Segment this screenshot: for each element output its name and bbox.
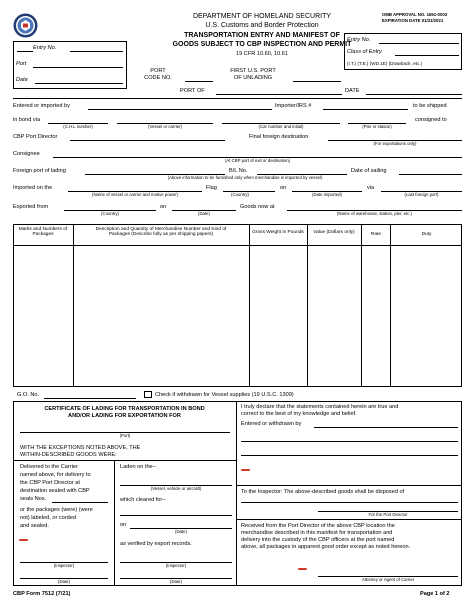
received-line3: delivery into the custody of the CBP officers at the port named [241,537,395,543]
exported-date-caption: (Date) [198,211,210,216]
agency-name: U.S. Customs and Border Protection [205,22,319,29]
checkbox-icon[interactable] [144,391,152,398]
col-value-header: Value (Dollars only) [313,230,355,235]
exceptions-line2: WITHIN-DESCRIBED GOODS WERE: [20,452,117,458]
importer-irs-label: Importer/IRS # [275,103,312,109]
exported-country-caption: (Country) [101,211,119,216]
declaration-signature-field[interactable] [241,441,458,442]
received-line4: above, all packages in apparent good order except as noted hereon. [241,544,411,550]
warehouse-caption: (Name of warehouse, station, pier, etc.) [337,211,412,216]
check-withdrawn-label: Check if withdrawn for Vessel supplies (19 U.S.C. 1309) [155,392,294,398]
dept-name: DEPARTMENT OF HOMELAND SECURITY [192,13,332,20]
cbp-port-director-label: CBP Port Director [13,134,58,140]
car-number-caption: (Car number and initial) [258,124,304,129]
expiration-date: EXPIRATION DATE 01/31/2021 [382,18,444,23]
cert-date-caption: (Date) [175,529,187,534]
entry-types: (I.T.) (T.E.) (WD.1E) (Drawback, etc.) [347,61,423,66]
country-caption: (Country) [231,192,249,197]
left-inspector-caption: (Inspector) [53,563,75,568]
received-line2: merchandise described in this manifest for transportation and [241,530,393,536]
via-label: via [367,185,375,191]
table-header-divider [13,245,462,246]
final-foreign-dest-label: Final foreign destination [249,134,309,140]
certificate-title-line1: CERTIFICATE OF LADING FOR TRANSPORTATION IN BOND [44,406,205,412]
port-code-field[interactable] [185,81,213,82]
port-of-label: PORT OF [180,88,205,94]
cert-on-label: on [120,522,127,528]
verified-label: as verified by export records. [120,541,192,547]
last-foreign-port-caption: (Last foreign port) [404,192,439,197]
omb-approval: OMB APPROVAL NO. 1651-0003 [382,12,448,17]
right-entry-no-field[interactable] [379,43,459,44]
entered-withdrawn-label: Entered or withdrawn by [241,421,302,427]
certificate-title-line2: AND/OR LADING FOR EXPORTATION FOR [68,413,181,419]
page-number: Page 1 of 2 [420,591,450,597]
cbp-port-exit-caption: (At CBP port of exit or destination) [224,158,291,163]
entry-no-label: Entry No. [33,45,57,51]
received-line1: Received from the Port Director of the above CBP location the [241,523,395,529]
entered-by-label: Entered or imported by [13,103,70,109]
go-no-field[interactable] [44,398,136,399]
consignee-label: Consignee [13,151,40,157]
bl-no-label: B/L No. [229,168,248,174]
for-exports-caption: (For exportations only) [373,141,417,146]
class-of-entry-label: Class of Entry [347,49,382,55]
class-of-entry-field[interactable] [395,55,459,56]
packages-line1: or the packages (were) (were [20,507,93,513]
dhs-seal-icon [13,13,38,38]
imported-on-label: Imported on the [13,185,53,191]
vessel-name-caption: (Name of vessel or carrier and motive power) [92,192,178,197]
to-inspector-label: To the Inspector: The above-described goods shall be disposed of [241,489,405,495]
port-label: Port [16,61,27,67]
cfr-reference: 19 CFR 10.60, 10.61 [236,51,288,57]
cbp-port-director-field[interactable] [70,140,225,141]
cleared-for-field[interactable] [120,515,232,516]
disposition-field[interactable] [241,502,458,503]
to-be-shipped-label: to be shipped [413,103,447,109]
exported-from-label: Exported from [13,204,49,210]
date-label: Date [16,77,28,83]
packages-line3: and sealed. [20,523,49,529]
first-port-label2: OF UNLADING [233,75,273,81]
packages-line2: not) labeled, or corded [20,515,76,521]
entered-withdrawn-field[interactable] [314,427,458,428]
consigned-to-label: consigned to [415,117,447,123]
goods-now-at-label: Goods now at [240,204,275,210]
col-weight-header: Gross Weight in Pounds [252,230,304,235]
delivered-line2: named above, for delivery to [20,472,91,478]
divider [13,98,462,99]
exported-on-label: on [160,204,167,210]
right-entry-no-label: Entry No. [347,37,371,43]
declaration-extra-field[interactable] [241,455,458,456]
vessel-carrier-caption: (Vessel or carrier) [148,124,182,129]
in-bond-via-label: in bond via [13,117,41,123]
laden-on-label: Laden on the-- [120,464,157,470]
col-rate-header: Rate [370,232,382,237]
exceptions-line1: WITH THE EXCEPTIONS NOTED ABOVE, THE [20,445,141,451]
imported-on-date-label: on [280,185,287,191]
merchandise-table [13,224,462,387]
date-of-sailing-label: Date of sailing [351,168,387,174]
port-of-field[interactable] [216,94,342,95]
date-field[interactable] [35,83,123,84]
first-port-label1: FIRST U.S. PORT [230,68,276,74]
col-duty-header: Duty [421,232,432,237]
col-description-header: Description and Quantity of Merchandise Number and Kind of Packages (Describe fully as per shipping papers) [95,227,227,238]
delivered-line4: destination sealed with CBP [20,488,90,494]
delivered-line5: seals Nos. [20,496,47,502]
left-entry-box [13,41,127,89]
delivered-line1: Delivered to the Carrier [20,464,78,470]
form-title-line1: TRANSPORTATION ENTRY AND MANIFEST OF [184,32,340,39]
pier-station-caption: (Pier or station) [362,124,392,129]
first-port-field[interactable] [293,81,341,82]
vessel-vehicle-caption: (Vessel, vehicle or aircraft) [150,486,202,491]
declaration-line1: I truly declare that the statements contained herein are true and [241,404,399,410]
importer-irs-field[interactable] [323,109,408,110]
header-date-label: DATE [345,88,360,94]
entry-no-field[interactable] [70,51,123,52]
above-info-caption: (Above information to be furnished only when merchandise is imported by vessel) [167,175,323,180]
port-code-label1: PORT [150,68,166,74]
chl-caption: (C.H.L number) [63,124,93,129]
flag-label: Flag [206,185,217,191]
date-of-sailing-field[interactable] [399,174,462,175]
right-inspector-caption: (Inspector) [165,563,187,568]
right-date-caption: (Date) [170,579,182,584]
go-no-label: G.O. No. [17,392,40,398]
cleared-for-label: which cleared for-- [120,497,167,503]
seals-no-field[interactable] [52,502,108,503]
certificate-port-caption: (Port) [119,433,131,438]
form-title-line2: GOODS SUBJECT TO CBP INSPECTION AND PERMIT [172,41,352,48]
left-date-caption: (Date) [58,579,70,584]
delivered-line3: the CBP Port Director at [20,480,80,486]
form-number: CBP Form 7512 (7/21) [13,591,71,597]
for-port-director-caption: For the Port Director [368,512,408,517]
foreign-port-lading-label: Foreign port of lading [13,168,66,174]
header-date-field[interactable] [366,94,462,95]
col-marks-header: Marks and Numbers of Packages [18,227,68,238]
entered-by-field[interactable] [88,109,272,110]
port-code-label2: CODE NO. [144,75,172,81]
date-imported-caption: (Date imported) [312,192,342,197]
port-field[interactable] [33,67,123,68]
attorney-caption: Attorney or Agent of Carrier [361,577,415,582]
declaration-line2: correct to the best of my knowledge and belief. [241,411,357,417]
